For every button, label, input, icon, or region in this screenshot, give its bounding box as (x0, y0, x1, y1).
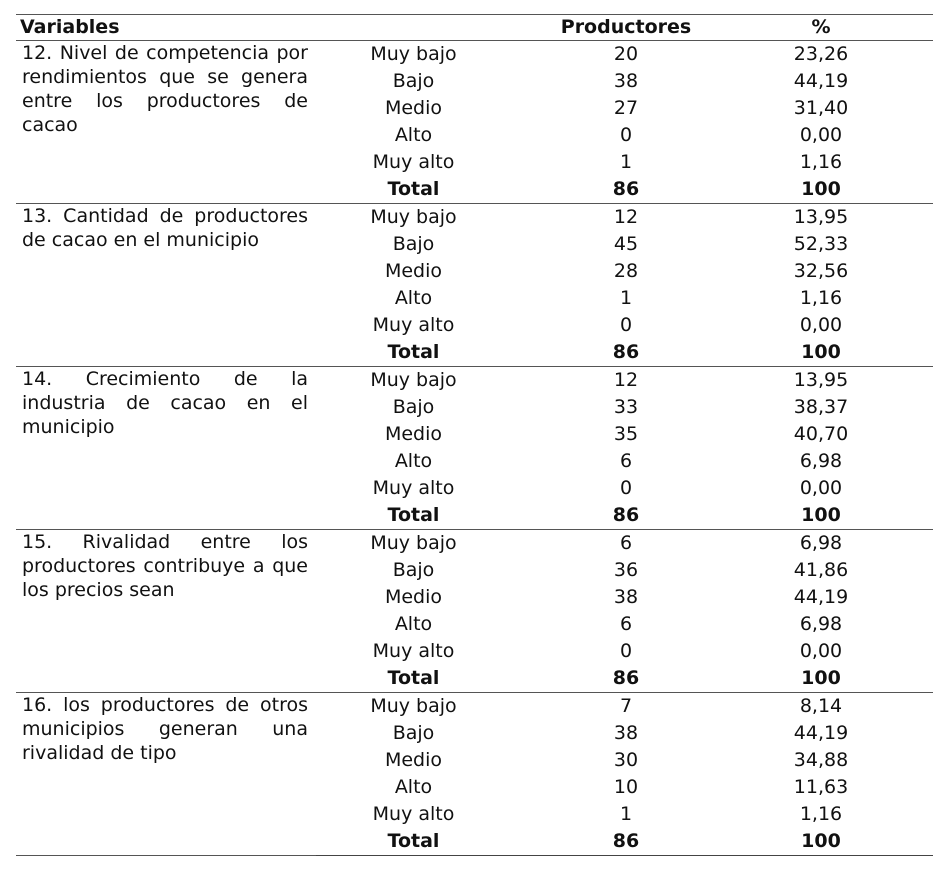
percentage-cell: 6,98 (799, 450, 843, 472)
table-header-row (16, 15, 933, 41)
category-cell: Alto (394, 450, 433, 472)
category-cell: Bajo (392, 396, 435, 418)
percentage-cell: 1,16 (799, 803, 843, 825)
variable-label: 15. Rivalidad entre los productores contribuye a que los precios sean (16, 530, 316, 693)
category-cell: Medio (384, 749, 443, 771)
productores-cell: 0 (619, 640, 633, 662)
percentage-cell: 34,88 (793, 749, 849, 771)
category-cell: Muy bajo (370, 206, 457, 228)
category-cell: Bajo (392, 70, 435, 92)
productores-cell: 45 (613, 233, 639, 255)
table-row (16, 693, 933, 721)
category-cell: Total (316, 502, 511, 530)
productores-cell: 86 (511, 502, 721, 530)
variable-label: 12. Nivel de competencia por rendimientos que se genera entre los productores de cacao (16, 41, 316, 204)
category-cell: Muy bajo (370, 532, 457, 554)
productores-cell: 86 (511, 828, 721, 856)
percentage-cell: 44,19 (793, 722, 849, 744)
header-categoria (316, 15, 511, 41)
percentage-cell: 8,14 (799, 695, 843, 717)
percentage-cell: 13,95 (793, 369, 849, 391)
productores-cell: 38 (613, 70, 639, 92)
productores-cell: 0 (619, 124, 633, 146)
percentage-cell: 100 (721, 502, 933, 530)
productores-cell: 38 (613, 722, 639, 744)
table-row (16, 41, 933, 69)
category-cell: Alto (394, 613, 433, 635)
percentage-cell: 1,16 (799, 287, 843, 309)
percentage-cell: 41,86 (793, 559, 849, 581)
productores-cell: 1 (619, 803, 633, 825)
percentage-cell: 0,00 (799, 477, 843, 499)
productores-cell: 6 (619, 532, 633, 554)
category-cell: Alto (394, 124, 433, 146)
category-cell: Medio (384, 586, 443, 608)
productores-cell: 7 (619, 695, 633, 717)
percentage-cell: 32,56 (793, 260, 849, 282)
category-cell: Alto (394, 776, 433, 798)
results-table-container (16, 14, 933, 856)
percentage-cell: 23,26 (793, 43, 849, 65)
table-row (16, 204, 933, 232)
percentage-cell: 44,19 (793, 70, 849, 92)
category-cell: Total (316, 339, 511, 367)
percentage-cell: 52,33 (793, 233, 849, 255)
productores-cell: 86 (511, 665, 721, 693)
percentage-cell: 0,00 (799, 314, 843, 336)
percentage-cell: 44,19 (793, 586, 849, 608)
productores-cell: 36 (613, 559, 639, 581)
variable-label: 13. Cantidad de productores de cacao en el municipio (16, 204, 316, 367)
header-variables: Variables (16, 15, 316, 41)
category-cell: Medio (384, 423, 443, 445)
productores-cell: 35 (613, 423, 639, 445)
productores-cell: 1 (619, 151, 633, 173)
table-row (16, 367, 933, 395)
productores-cell: 12 (613, 369, 639, 391)
table-body (16, 41, 933, 856)
category-cell: Medio (384, 260, 443, 282)
percentage-cell: 100 (721, 176, 933, 204)
productores-cell: 12 (613, 206, 639, 228)
header-productores: Productores (511, 15, 721, 41)
percentage-cell: 0,00 (799, 124, 843, 146)
productores-cell: 38 (613, 586, 639, 608)
category-cell: Muy alto (372, 151, 455, 173)
table-row (16, 530, 933, 558)
productores-cell: 10 (613, 776, 639, 798)
category-cell: Muy bajo (370, 695, 457, 717)
productores-cell: 0 (619, 477, 633, 499)
category-cell: Total (316, 828, 511, 856)
productores-cell: 86 (511, 339, 721, 367)
category-cell: Muy alto (372, 803, 455, 825)
productores-cell: 28 (613, 260, 639, 282)
productores-cell: 86 (511, 176, 721, 204)
productores-cell: 20 (613, 43, 639, 65)
productores-cell: 1 (619, 287, 633, 309)
category-cell: Muy alto (372, 314, 455, 336)
category-cell: Muy alto (372, 640, 455, 662)
percentage-cell: 0,00 (799, 640, 843, 662)
percentage-cell: 31,40 (793, 97, 849, 119)
category-cell: Muy alto (372, 477, 455, 499)
productores-cell: 0 (619, 314, 633, 336)
percentage-cell: 11,63 (793, 776, 849, 798)
category-cell: Total (316, 176, 511, 204)
category-cell: Alto (394, 287, 433, 309)
productores-cell: 6 (619, 613, 633, 635)
percentage-cell: 6,98 (799, 613, 843, 635)
productores-cell: 6 (619, 450, 633, 472)
percentage-cell: 40,70 (793, 423, 849, 445)
productores-cell: 30 (613, 749, 639, 771)
percentage-cell: 1,16 (799, 151, 843, 173)
category-cell: Medio (384, 97, 443, 119)
percentage-cell: 6,98 (799, 532, 843, 554)
category-cell: Bajo (392, 559, 435, 581)
percentage-cell: 100 (721, 339, 933, 367)
category-cell: Bajo (392, 233, 435, 255)
category-cell: Muy bajo (370, 43, 457, 65)
category-cell: Muy bajo (370, 369, 457, 391)
category-cell: Total (316, 665, 511, 693)
header-porcentaje: % (721, 15, 933, 41)
productores-cell: 27 (613, 97, 639, 119)
results-table (16, 14, 933, 856)
category-cell: Bajo (392, 722, 435, 744)
percentage-cell: 13,95 (793, 206, 849, 228)
percentage-cell: 100 (721, 828, 933, 856)
productores-cell: 33 (613, 396, 639, 418)
variable-label: 16. los productores de otros municipios generan una rivalidad de tipo (16, 693, 316, 856)
percentage-cell: 100 (721, 665, 933, 693)
percentage-cell: 38,37 (793, 396, 849, 418)
variable-label: 14. Crecimiento de la industria de cacao en el municipio (16, 367, 316, 530)
